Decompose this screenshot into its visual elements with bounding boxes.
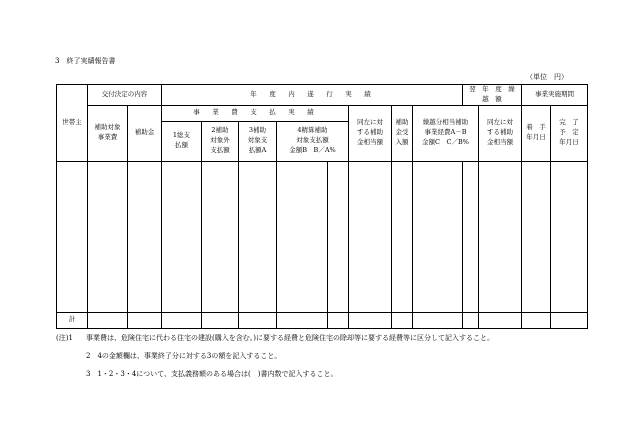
table-row xyxy=(57,161,588,312)
note-3 xyxy=(56,365,494,383)
note-number: 2 xyxy=(86,352,91,360)
notes xyxy=(56,329,494,383)
header-hojokin: 補助金 xyxy=(128,105,162,161)
header-hojokin-juunyu: 補助 金受 入額 xyxy=(392,105,413,161)
note-2 xyxy=(56,347,494,365)
header-douza-hojo-2: 同左に対 する補助 金相当額 xyxy=(479,105,522,161)
header-col-3: 3補助 対象支 払額A xyxy=(239,121,277,161)
header-jigyo-kikan: 事業実施期間 xyxy=(522,85,588,106)
header-nendo-suikou: 年 度 内 遂 行 実 績 xyxy=(162,85,463,106)
note-text: 事業費は、危険住宅に代わる住宅の建設(購入を含む。)に要する経費と危険住宅の除却等に要する経費等に区分して記入すること。 xyxy=(86,334,494,342)
note-1 xyxy=(56,329,494,347)
header-kofu-kettei: 交付決定の内容 xyxy=(88,85,162,106)
note-number: 3 xyxy=(86,370,91,378)
unit-label: （単位 円） xyxy=(526,73,568,81)
note-text: 1・2・3・4について、支払義務額のある場合は( )書内数で記入すること。 xyxy=(97,370,338,378)
note-number: (注)1 xyxy=(56,334,73,342)
header-col-1: 1総支 払額 xyxy=(162,121,202,161)
header-chakushu: 着 手 年月日 xyxy=(522,105,551,161)
header-yokunendo: 翌 年 度 繰 越 額 xyxy=(463,85,522,106)
report-table xyxy=(56,84,588,329)
header-kanryo: 完 了 予 定 年月日 xyxy=(551,105,588,161)
header-col-2: 2補助 対象外 支払額 xyxy=(202,121,239,161)
header-hojo-taisho: 補助対象 事業費 xyxy=(88,105,128,161)
report-title: 3 終了実績報告書 xyxy=(55,57,116,65)
total-label: 計 xyxy=(57,312,88,328)
header-douza-hojo: 同左に対 する補助 金相当額 xyxy=(349,105,392,161)
header-jigyohi-shiharai: 事 業 費 支 払 実 績 xyxy=(162,105,349,121)
header-col-4: 4精算補助 対象支払額 金額B B／A% xyxy=(277,121,349,161)
total-row xyxy=(57,312,588,328)
note-text: 4の金額欄は、事業終了分に対する3の額を記入すること。 xyxy=(97,352,282,360)
header-kurikoshi: 繰越分相当補助 事業経費A－B 金額C C／B% xyxy=(413,105,479,161)
header-setai: 世帯主 xyxy=(57,85,88,162)
